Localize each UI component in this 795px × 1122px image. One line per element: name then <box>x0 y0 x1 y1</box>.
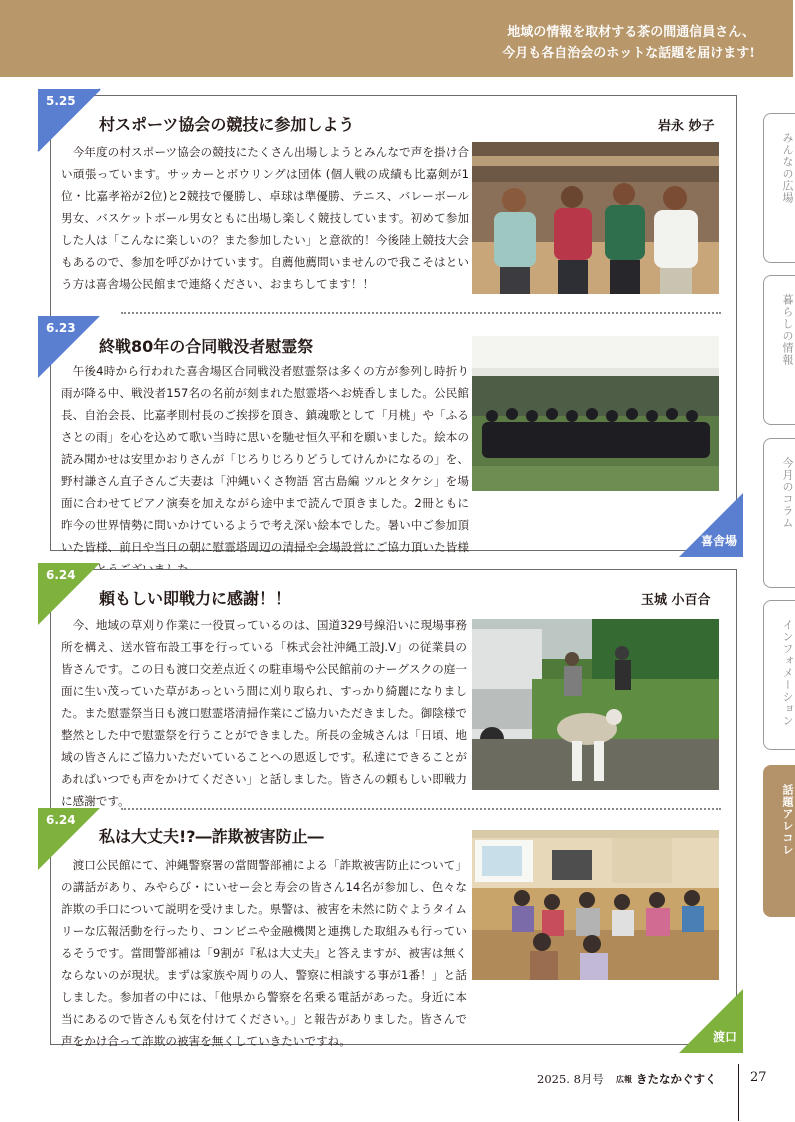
tagline-line-2: 今月も各自治会のホットな話題を届けます! <box>502 46 755 61</box>
footer-publication: きたなかぐすく <box>636 1072 717 1086</box>
date-tag <box>38 808 100 870</box>
article-author: 岩永 妙子 <box>658 119 715 134</box>
tab-information[interactable] <box>763 600 795 750</box>
article-body-upper: 午後4時から行われた喜舎場区合同戦没者慰霊祭は多くの方が参列し時折り雨が降る中、戦没者157名の名前が刻まれた慰霊塔へお焼香しました。公民館長、自治会長、比嘉孝則村長のご挨拶を頂き、鎮魂歌として「月桃」や「ふるさとの雨」を心を込めて歌い当時に思いを馳せ恒久平和を願いました。絵本の読み聞かせは安里かおりさんが「じろりじろりどうしてけんかになるの」を、野村謙さん直子さんご夫妻は「沖縄いくさ物語 宮古島編 ツルとタケシ」を場面に合わせてピアノ演奏を加えながら途中まで読んで頂きました。2冊ともに昨今の世界情勢に問いかけているようで考え深い絵本でした。暑い中ご参加頂いた皆様、前日や当日の朝に慰霊塔周辺の清掃や会場設営にご協力頂いた皆様 <box>61 364 469 554</box>
article-body-lower <box>61 448 701 514</box>
article-title: 終戦80年の合同戦没者慰霊祭 <box>99 337 314 356</box>
bowling-team-photo <box>472 142 719 294</box>
article-divider <box>121 808 721 810</box>
badge-label: 喜舎場 <box>700 534 737 548</box>
tab-wadai-arekore[interactable] <box>763 765 795 917</box>
article-title: 村スポーツ協会の競技に参加しよう <box>99 115 355 134</box>
date-tag <box>38 563 100 625</box>
footer-divider <box>738 1064 739 1121</box>
date-label: 6.23 <box>46 321 76 335</box>
date-label: 5.25 <box>46 94 76 108</box>
tab-minna-no-hiroba[interactable] <box>763 113 795 263</box>
fraud-lecture-photo <box>472 830 719 980</box>
article-title: 私は大丈夫!?―詐欺被害防止― <box>99 827 324 846</box>
tab-label: インフォメーション <box>781 619 794 727</box>
date-tag <box>38 89 100 151</box>
kishaba-badge <box>679 493 743 557</box>
footer-kouhou: 広報 <box>616 1074 632 1084</box>
tab-label: 話題アレコレ <box>781 784 794 856</box>
date-label: 6.24 <box>46 568 76 582</box>
tab-label: 暮らしの情報 <box>781 294 794 366</box>
tab-label: 今月のコラム <box>781 457 794 529</box>
article-author: 玉城 小百合 <box>641 593 711 608</box>
footer-issue: 2025. 8月号 <box>537 1072 604 1086</box>
kishaba-panel <box>50 95 737 554</box>
tab-kongetsu-no-column[interactable] <box>763 438 795 588</box>
tagline-line-1: 地域の情報を取材する茶の間通信員さん、 <box>507 25 755 40</box>
tab-label: みんなの広場 <box>781 132 794 204</box>
article-body: 今年度の村スポーツ協会の競技にたくさん出場しようとみんなで声を掛け合い頑張っています。サッカーとボウリングは団体 (個人戦の成績も比嘉剣が1位・比嘉孝裕が2位)と2競技で優勝し、卓球は準優勝、テニス、バレーボール男女、バスケットボール男女ともに出場し楽しく競技しています。初めて参加した人は「こんなに楽しいの？また参加したい」と意欲的！今後陸上競技大会もあるので、参加を呼びかけています。自薦他薦問いませんので我こそはという方は喜舎場公民館まで連絡ください、おまちしてます！！ <box>61 145 469 291</box>
article-divider <box>121 312 721 314</box>
page-number: 27 <box>750 1070 767 1085</box>
header-tagline <box>502 22 755 64</box>
toguchi-badge <box>679 989 743 1053</box>
article-body-lower <box>61 986 701 1030</box>
article-body: 今、地域の草刈り作業に一役買っているのは、国道329号線沿いに現場事務所を構え、送水管布設工事を行っている「株式会社沖縄工設J.V」の従業員の皆さんです。この日も渡口交差点近くの駐車場や公民館前のナーグスクの庭一面に生い茂っていた草があっという間に刈り取られ、すっかり綺麗になりました。また慰霊祭当日も渡口慰霊塔清掃作業にご協力いただきました。御陰様で整然とした中で慰霊祭を行うことができました。所長の金城さんは「日頃、地域の皆さんにご協力いただいていることへの恩返しです。私達にできることがあればいつでも声をかけてください」と話しました。皆さんの頼もしい即戦力に感謝です。 <box>61 618 467 808</box>
badge-label: 渡口 <box>712 1030 737 1044</box>
grass-cutting-photo <box>472 619 719 790</box>
tab-kurashi-no-joho[interactable] <box>763 275 795 425</box>
article-title: 頼もしい即戦力に感謝！！ <box>99 589 292 608</box>
toguchi-panel <box>50 569 737 1048</box>
date-tag <box>38 316 100 378</box>
header-band <box>0 0 793 77</box>
date-label: 6.24 <box>46 813 76 827</box>
article-body-upper: 渡口公民館にて、沖縄警察署の當間警部補による「詐欺被害防止について」の講話があり、みやらび・にいせー会と寿会の皆さん14名が参加し、色々な詐欺の手口について説明を受けました。県警は、被害を未然に防ぐようタイムリーな広報活動を行ったり、コンビニや金融機関と連携した取組みも行っているそうです。當間警部補は「9割が『私は大丈夫』と答えますが、被害は無くならないのが現状。まずは家族や周りの人、警察に相談する事が1番！」と話しました。参加者の中には、「他県から警察を名乗る電話があった。身近に本当にあるので皆さんも気を付けてください。」と報告がありました。皆さんで声をかけ合って詐欺の被害を無くしていきたいですね。 <box>61 858 467 1048</box>
